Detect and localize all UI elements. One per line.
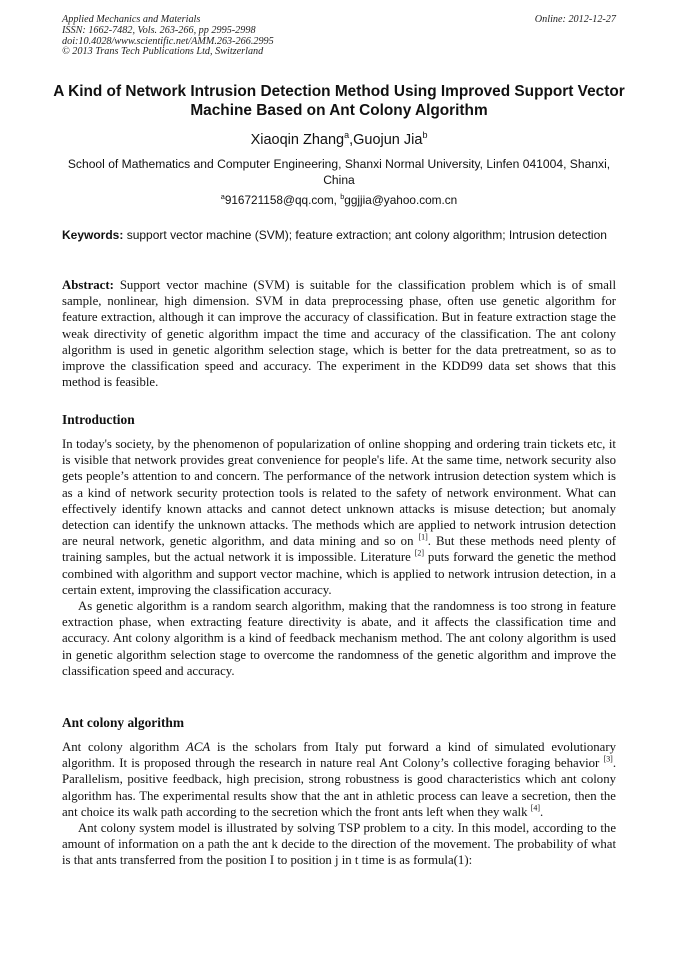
intro-text: . But these methods need plenty of training samples, but the actual network it is impossible. Literature (62, 534, 616, 565)
author-list (62, 131, 616, 149)
copyright-line: © 2013 Trans Tech Publications Ltd, Switzerland (62, 46, 264, 58)
email-list (62, 193, 616, 207)
online-date: Online: 2012-12-27 (534, 14, 616, 25)
abstract-block (62, 277, 616, 390)
intro-paragraph-1 (62, 436, 616, 598)
abstract-label: Abstract: (62, 278, 114, 292)
email-superscript: a (220, 192, 225, 202)
aca-paragraph-1 (62, 739, 616, 820)
aca-abbreviation: ACA (186, 740, 211, 754)
issn-line: ISSN: 1662-7482, Vols. 263-266, pp 2995-2998 (62, 24, 256, 36)
intro-text: puts forward the genetic the method combined with algorithm and support vector machine, which is applied to network intrusion detection, in a certain extent, improving the classification accuracy. (62, 550, 616, 597)
aca-body (62, 739, 616, 869)
keywords-block (62, 228, 616, 244)
introduction-body (62, 436, 616, 679)
email-address: 916721158@qq.com (224, 193, 334, 207)
email-superscript: b (340, 192, 345, 202)
author-name: Guojun Jia (353, 132, 423, 148)
author-superscript: b (422, 130, 428, 141)
keywords-text: support vector machine (SVM); feature extraction; ant colony algorithm; Intrusion detection (126, 228, 607, 242)
author-superscript: a (344, 130, 350, 141)
aca-text: is the scholars from Italy put forward a kind of simulated evolutionary algorithm. It is proposed through the research in nature real Ant Colony’s collective foraging behavior (62, 740, 616, 771)
author-name: Xiaoqin Zhang (250, 132, 345, 148)
aca-text: . Parallelism, positive feedback, high precision, strong robustness is good characteristics which ant colony algorithm has. The experimental results show that the ant in athletic process can leave a secretion, then the ant choice its walk path according to the secretion which the front ants left when they walk (62, 756, 617, 819)
intro-paragraph-2: As genetic algorithm is a random search algorithm, making that the randomness is too strong in feature extraction phase, when extracting feature directivity is abate, and it affects the classification time and accuracy. Ant colony algorithm is a kind of feedback mechanism method. The ant colony algorithm is used in genetic algorithm selection stage to overcome the randomness of the genetic algorithm and improve the classification speed and accuracy. (62, 599, 616, 678)
paper-title: A Kind of Network Intrusion Detection Method Using Improved Support Vector Machine Based on Ant Colony Algorithm (53, 83, 625, 119)
aca-paragraph-2: Ant colony system model is illustrated by solving TSP problem to a city. In this model, according to the amount of information on a path the ant k decide to the direction of the movement. The probability of what is that ants transferred from the position I to position j in t time is as formula(1): (62, 821, 616, 868)
author-separator: , (349, 132, 354, 148)
aca-text: Ant colony algorithm (62, 740, 180, 754)
citation-ref: [2] (414, 549, 424, 559)
email-address: ggjjia@yahoo.com.cn (344, 193, 458, 207)
intro-text: In today's society, by the phenomenon of popularization of online shopping and ordering train tickets etc, it is visible that network provides great convenience for people's life. At the same time, network security also gets people’s attention to and concern. The performance of the network intrusion detection system which is as a kind of network security protection tools is related to the safety of network environment. What can effectively identify known attacks and cannot detect unknown attacks is misuse detection; but anomaly detection can identify the unknown attacks. The methods which are applied to network intrusion detection are neural network, genetic algorithm, and data mining and so on (62, 437, 616, 549)
aca-text: . (539, 804, 544, 819)
journal-name: Applied Mechanics and Materials (62, 14, 201, 25)
affiliation: School of Mathematics and Computer Engineering, Shanxi Normal University, Linfen 041004, Shanxi, China (67, 157, 611, 187)
citation-ref: [1] (418, 532, 428, 542)
doi-line: doi:10.4028/www.scientific.net/AMM.263-266.2995 (62, 35, 274, 47)
introduction-heading: Introduction (62, 412, 135, 427)
aca-heading: Ant colony algorithm (62, 715, 184, 730)
citation-ref: [4] (530, 803, 540, 813)
email-separator: , (333, 193, 341, 207)
journal-header (62, 15, 616, 58)
abstract-text: Support vector machine (SVM) is suitable for the classification problem which is of small sample, nonlinear, high dimension. SVM in data preprocessing phase, often use genetic algorithm for feature extraction, although it can improve the accuracy of classification. But in feature extraction stage the weak directivity of genetic algorithm impact the time and accuracy of the classification. The ant colony algorithm is used in genetic algorithm selection stage, which is better for the data pretreatment, so as to improve the classification speed and accuracy. The experiment in the KDD99 data set shows that this method is feasible. (62, 278, 616, 390)
keywords-label: Keywords: (62, 228, 124, 242)
citation-ref: [3] (603, 754, 613, 764)
